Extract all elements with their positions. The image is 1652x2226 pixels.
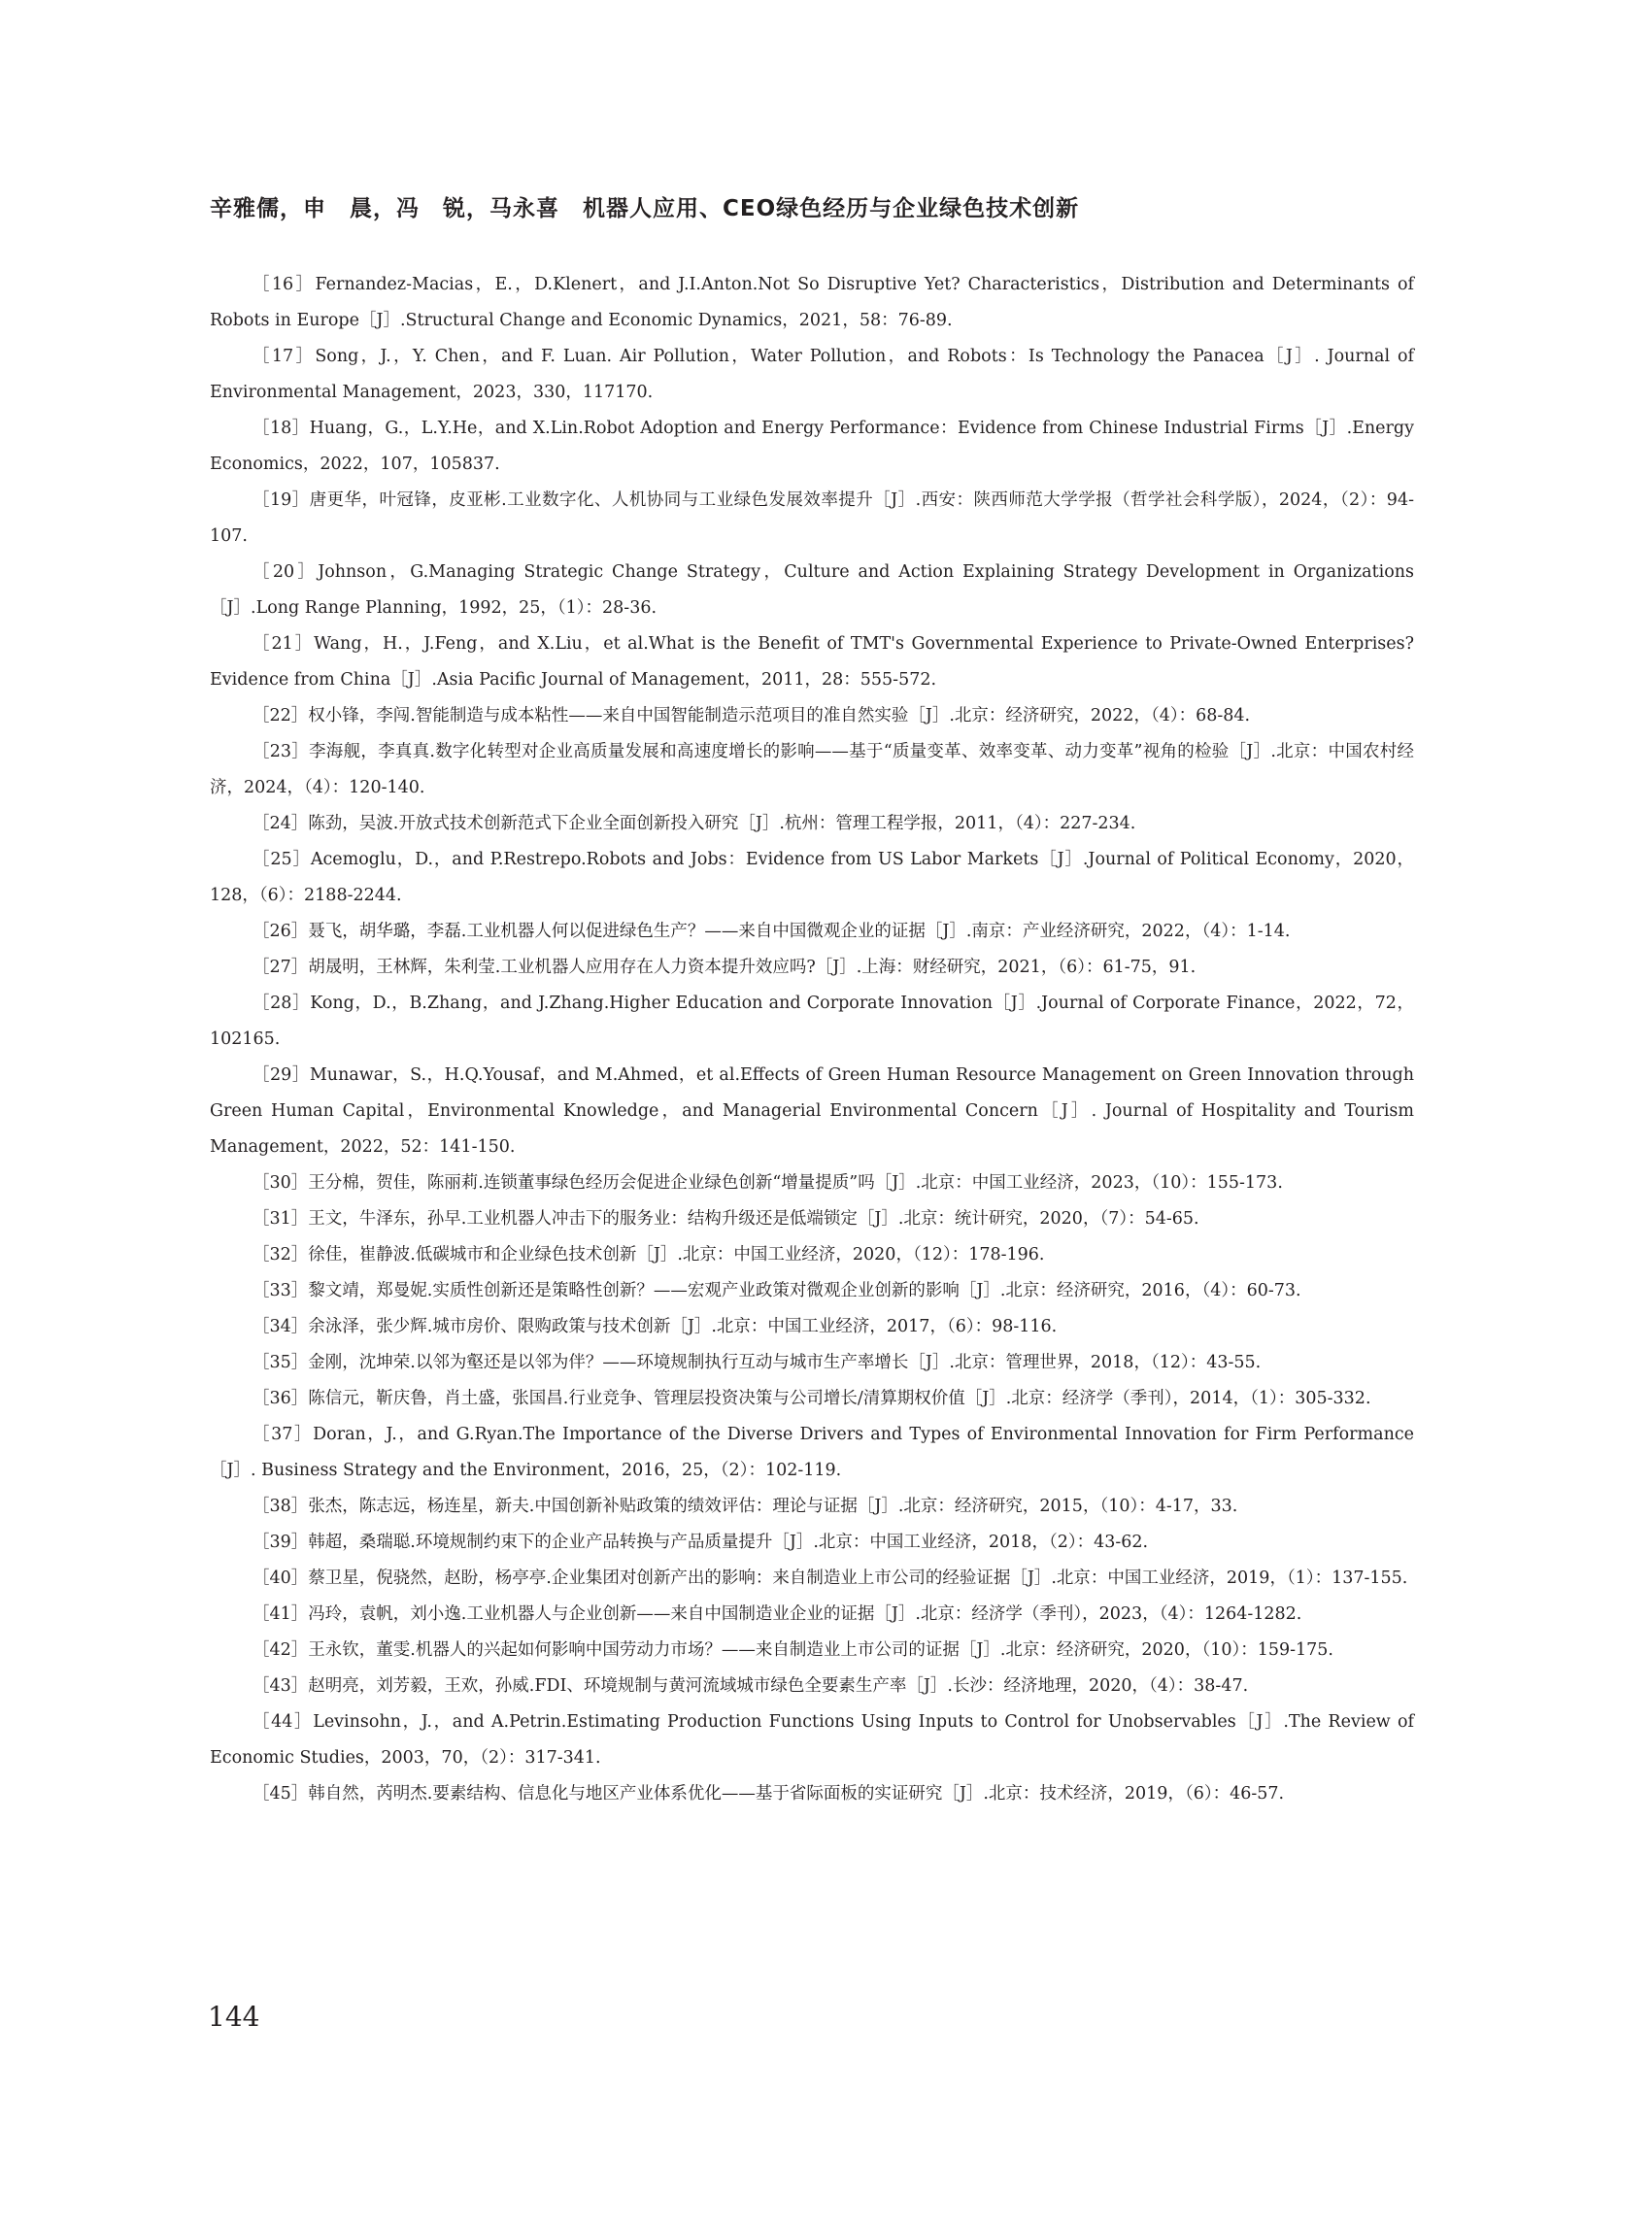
reference-32: ［32］徐佳，崔静波.低碳城市和企业绿色技术创新［J］.北京：中国工业经济，2020，（12）：178-196.: [253, 1245, 1045, 1265]
reference-21: ［21］Wang，H.，J.Feng，and X.Liu，et al.What is the Benefit of TMT's Governmental Experience to Private-Owned Enterprises? Evidence from China［J］.Asia Pacific Journal of Management，2011，28：555-572.: [210, 634, 1414, 690]
reference-38: ［38］张杰，陈志远，杨连星，新夫.中国创新补贴政策的绩效评估：理论与证据［J］.北京：经济研究，2015，（10）：4-17，33.: [253, 1497, 1238, 1516]
reference-17: ［17］Song，J.，Y. Chen，and F. Luan. Air Pollution，Water Pollution，and Robots：Is Technology the Panacea［J］. Journal of Environmental Management，2023，330，117170.: [210, 347, 1414, 402]
reference-18: ［18］Huang，G.，L.Y.He，and X.Lin.Robot Adoption and Energy Performance：Evidence from Chinese Industrial Firms［J］.Energy Economics，2022，107，105837.: [210, 419, 1414, 474]
reference-45: ［45］韩自然，芮明杰.要素结构、信息化与地区产业体系优化——基于省际面板的实证研究［J］.北京：技术经济，2019，（6）：46-57.: [253, 1784, 1285, 1804]
reference-list: [210, 267, 1414, 1812]
reference-44: ［44］Levinsohn，J.，and A.Petrin.Estimating Production Functions Using Inputs to Control for Unobservables［J］.The Review of Economic Studies，2003，70，（2）：317-341.: [210, 1712, 1414, 1768]
reference-31: ［31］王文，牛泽东，孙早.工业机器人冲击下的服务业：结构升级还是低端锁定［J］.北京：统计研究，2020，（7）：54-65.: [253, 1209, 1199, 1229]
reference-22: ［22］权小锋，李闯.智能制造与成本粘性——来自中国智能制造示范项目的准自然实验［J］.北京：经济研究，2022，（4）：68-84.: [253, 706, 1251, 725]
reference-27: ［27］胡晟明，王林辉，朱利莹.工业机器人应用存在人力资本提升效应吗?［J］.上海：财经研究，2021，（6）：61-75，91.: [253, 958, 1197, 977]
reference-33: ［33］黎文靖，郑曼妮.实质性创新还是策略性创新？——宏观产业政策对微观企业创新的影响［J］.北京：经济研究，2016，（4）：60-73.: [253, 1281, 1301, 1300]
reference-23: ［23］李海舰，李真真.数字化转型对企业高质量发展和高速度增长的影响——基于“质量变革、效率变革、动力变革”视角的检验［J］.北京：中国农村经济，2024，（4）：120-140.: [210, 742, 1414, 797]
reference-39: ［39］韩超，桑瑞聪.环境规制约束下的企业产品转换与产品质量提升［J］.北京：中国工业经济，2018，（2）：43-62.: [253, 1533, 1149, 1552]
reference-34: ［34］余泳泽，张少辉.城市房价、限购政策与技术创新［J］.北京：中国工业经济，2017，（6）：98-116.: [253, 1317, 1058, 1336]
running-header: 辛雅儒，申 晨，冯 锐，马永喜 机器人应用、CEO绿色经历与企业绿色技术创新: [210, 196, 1080, 221]
reference-41: ［41］冯玲，袁帆，刘小逸.工业机器人与企业创新——来自中国制造业企业的证据［J］.北京：经济学（季刊），2023，（4）：1264-1282.: [253, 1604, 1302, 1624]
reference-28: ［28］Kong，D.，B.Zhang，and J.Zhang.Higher Education and Corporate Innovation［J］.Journal of Corporate Finance，2022，72，102165.: [210, 994, 1414, 1049]
page-number: 144: [208, 2001, 260, 2033]
reference-37: ［37］Doran，J.，and G.Ryan.The Importance of the Diverse Drivers and Types of Environmental Innovation for Firm Performance［J］. Business Strategy and the Environment，2016，25，（2）：102-119.: [210, 1425, 1414, 1480]
reference-40: ［40］蔡卫星，倪骁然，赵盼，杨亭亭.企业集团对创新产出的影响：来自制造业上市公司的经验证据［J］.北京：中国工业经济，2019，（1）：137-155.: [253, 1568, 1408, 1588]
reference-19: ［19］唐更华，叶冠锋，皮亚彬.工业数字化、人机协同与工业绿色发展效率提升［J］.西安：陕西师范大学学报（哲学社会科学版），2024，（2）：94-107.: [210, 490, 1414, 546]
reference-26: ［26］聂飞，胡华璐，李磊.工业机器人何以促进绿色生产？——来自中国微观企业的证据［J］.南京：产业经济研究，2022，（4）：1-14.: [253, 922, 1291, 941]
reference-16: ［16］Fernandez-Macias，E.，D.Klenert，and J.I.Anton.Not So Disruptive Yet? Characteristics，Distribution and Determinants of Robots in Europe［J］.Structural Change and Economic Dynamics，2021，58：76-89.: [210, 275, 1414, 330]
reference-24: ［24］陈劲，吴波.开放式技术创新范式下企业全面创新投入研究［J］.杭州：管理工程学报，2011，（4）：227-234.: [253, 814, 1136, 833]
reference-29: ［29］Munawar，S.，H.Q.Yousaf，and M.Ahmed，et al.Effects of Green Human Resource Management on Green Innovation through Green Human Capital，Environmental Knowledge，and Managerial Environmental Concern［J］. Journal of Hospitality and Tourism Management，2022，52：141-150.: [210, 1065, 1414, 1157]
reference-36: ［36］陈信元，靳庆鲁，肖土盛，张国昌.行业竞争、管理层投资决策与公司增长/清算期权价值［J］.北京：经济学（季刊），2014，（1）：305-332.: [253, 1389, 1371, 1408]
reference-30: ［30］王分棉，贺佳，陈丽莉.连锁董事绿色经历会促进企业绿色创新“增量提质”吗［J］.北京：中国工业经济，2023，（10）：155-173.: [253, 1173, 1283, 1193]
reference-25: ［25］Acemoglu，D.，and P.Restrepo.Robots and Jobs：Evidence from US Labor Markets［J］.Journal of Political Economy，2020，128，（6）：2188-2244.: [210, 850, 1414, 905]
reference-20: ［20］Johnson，G.Managing Strategic Change Strategy，Culture and Action Explaining Strategy Development in Organizations［J］.Long Range Planning，1992，25，（1）：28-36.: [210, 562, 1414, 618]
reference-43: ［43］赵明亮，刘芳毅，王欢，孙威.FDI、环境规制与黄河流域城市绿色全要素生产率［J］.长沙：经济地理，2020，（4）：38-47.: [253, 1676, 1249, 1696]
reference-35: ［35］金刚，沈坤荣.以邻为壑还是以邻为伴？——环境规制执行互动与城市生产率增长［J］.北京：管理世界，2018，（12）：43-55.: [253, 1353, 1262, 1372]
reference-42: ［42］王永钦，董雯.机器人的兴起如何影响中国劳动力市场？——来自制造业上市公司的证据［J］.北京：经济研究，2020，（10）：159-175.: [253, 1640, 1333, 1660]
